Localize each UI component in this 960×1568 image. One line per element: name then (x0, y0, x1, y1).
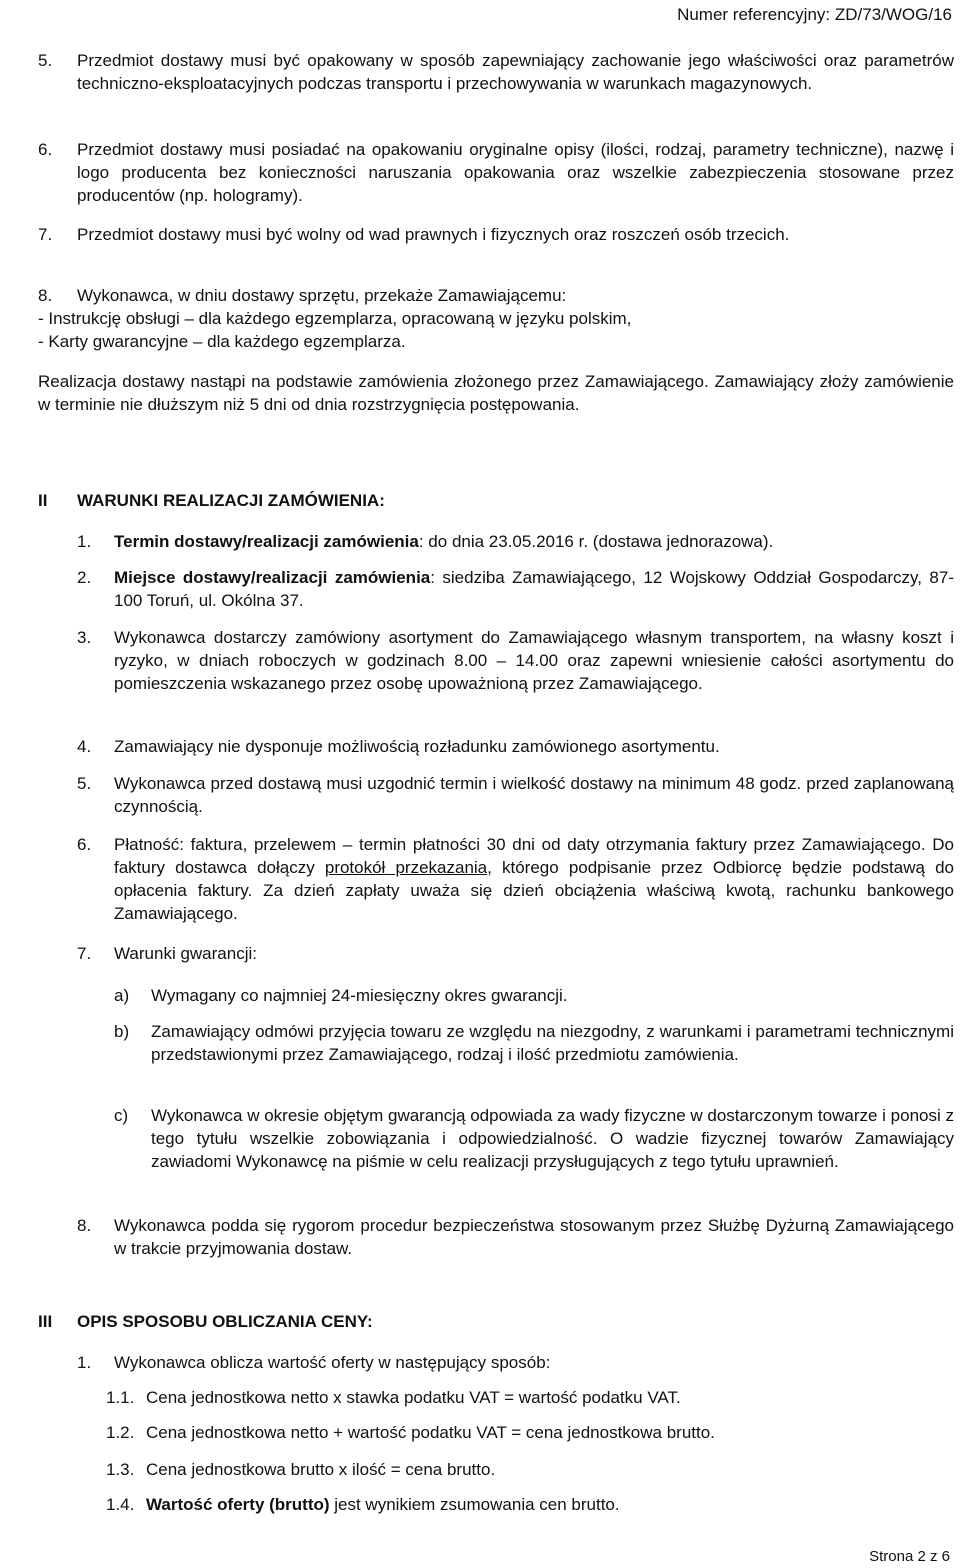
sec2-item-2 (77, 566, 954, 612)
item-number: 5. (77, 774, 92, 793)
item-text: : do dnia 23.05.2016 r. (dostawa jednorazowa). (418, 532, 774, 551)
item-line-instrukcja: - Instrukcję obsługi – dla każdego egzemplarza, opracowaną w języku polskim, (38, 309, 632, 328)
section-number: II (38, 491, 48, 510)
item-text: : siedziba Zamawiającego, 12 Wojskowy Oddział Gospodarczy, 87-100 Toruń, ul. Okólna 37. (114, 568, 954, 610)
item-number: 7. (77, 944, 92, 963)
item-text: Wykonawca w okresie objętym gwarancją odpowiada za wady fizyczne w dostarczonym towarze i ponosi z tego tytułu wszelkie zobowiązania i odpowiedzialność. O wadzie fizycznej towarów Zamawiający zawiadomi Wykonawcę na piśmie w celu realizacji przysługujących z tego tytułu uprawnień. (151, 1106, 954, 1171)
item-text: Cena jednostkowa netto x stawka podatku VAT = wartość podatku VAT. (146, 1388, 681, 1407)
realizacja-paragraph: Realizacja dostawy nastąpi na podstawie zamówienia złożonego przez Zamawiającego. Zamawiający złoży zamówienie w terminie nie dłuższym niż 5 dni od dnia rozstrzygnięcia postępowania. (38, 372, 954, 414)
item-text: Cena jednostkowa netto + wartość podatku VAT = cena jednostkowa brutto. (146, 1423, 715, 1442)
section-title: OPIS SPOSOBU OBLICZANIA CENY: (77, 1312, 373, 1331)
sec2-item-6 (77, 833, 954, 925)
item-number: 2. (77, 568, 92, 587)
warranty-item-c (114, 1104, 954, 1173)
item-number: 1. (77, 532, 92, 551)
intro-item-6 (38, 138, 954, 207)
sec3-subitem-1-3 (106, 1458, 954, 1481)
sec3-item-1 (77, 1351, 954, 1374)
item-text: Zamawiający nie dysponuje możliwością rozładunku zamówionego asortymentu. (114, 737, 720, 756)
item-number: 3. (77, 628, 92, 647)
section-title: WARUNKI REALIZACJI ZAMÓWIENIA: (77, 491, 385, 510)
item-number: 1.2. (106, 1423, 135, 1442)
item-number: 8. (38, 286, 53, 305)
sec3-subitem-1-4 (106, 1493, 954, 1516)
intro-item-5 (38, 49, 954, 95)
item-text: Przedmiot dostawy musi posiadać na opakowaniu oryginalne opisy (ilości, rodzaj, parametry techniczne), nazwę i logo producenta bez konieczności naruszania opakowania oraz wszelkie zabezpieczenia stosowane przez producentów (np. hologramy). (77, 140, 954, 205)
item-number: 4. (77, 737, 92, 756)
item-number: 1.3. (106, 1460, 135, 1479)
item-text: Wymagany co najmniej 24-miesięczny okres gwarancji. (151, 986, 568, 1005)
item-text: Wykonawca, w dniu dostawy sprzętu, przekaże Zamawiającemu: (77, 286, 567, 305)
sec2-item-7 (77, 942, 954, 965)
item-number: 6. (77, 835, 92, 854)
item-number: 1. (77, 1353, 92, 1372)
sec2-item-1 (77, 530, 954, 553)
sec2-item-4 (77, 735, 954, 758)
sec2-item-3 (77, 626, 954, 695)
item-text: Wykonawca podda się rygorom procedur bezpieczeństwa stosowanym przez Służbę Dyżurną Zamawiającego w trakcie przyjmowania dostaw. (114, 1216, 954, 1258)
intro-item-7 (38, 223, 954, 246)
item-text: Zamawiający odmówi przyjęcia towaru ze względu na niezgodny, z warunkami i parametrami technicznymi przedstawionymi przez Zamawiającego, rodzaj i ilość przedmiotu zamówienia. (151, 1022, 954, 1064)
item-number: 7. (38, 225, 53, 244)
item-line-karty: - Karty gwarancyjne – dla każdego egzemplarza. (38, 332, 406, 351)
section-number: III (38, 1312, 53, 1331)
item-number: 1.4. (106, 1495, 135, 1514)
protokol-link: protokół przekazania (324, 858, 488, 877)
item-text: Przedmiot dostawy musi być wolny od wad prawnych i fizycznych oraz roszczeń osób trzecich. (77, 225, 790, 244)
item-number: 5. (38, 51, 53, 70)
item-number: b) (114, 1022, 130, 1041)
item-text: Warunki gwarancji: (114, 944, 257, 963)
item-text: Wykonawca dostarczy zamówiony asortyment do Zamawiającego własnym transportem, na własny koszt i ryzyko, w dniach roboczych w godzinach 8.00 – 14.00 oraz zapewni wniesienie całości asortymentu do pomieszczenia wskazanego przez osobę upoważnioną przez Zamawiającego. (114, 628, 954, 693)
item-text: Cena jednostkowa brutto x ilość = cena brutto. (146, 1460, 496, 1479)
item-number: 6. (38, 140, 53, 159)
item-text-rest: , którego podpisanie przez Odbiorcę będzie podstawą do opłacenia faktury. Za dzień zapłaty uważa się dzień obciążenia właściwą kwotą, rachunku bankowego Zamawiającego. (114, 858, 954, 923)
item-bold: Miejsce dostawy/realizacji zamówienia (114, 568, 431, 587)
sec2-item-5 (77, 772, 954, 818)
item-text: Wykonawca oblicza wartość oferty w następujący sposób: (114, 1353, 551, 1372)
item-text: Przedmiot dostawy musi być opakowany w sposób zapewniający zachowanie jego właściwości oraz parametrów techniczno-eksploatacyjnych podczas transportu i przechowywania w warunkach magazynowych. (77, 51, 954, 93)
item-text: Wykonawca przed dostawą musi uzgodnić termin i wielkość dostawy na minimum 48 godz. przed zaplanowaną czynnością. (114, 774, 954, 816)
sec3-subitem-1-2 (106, 1421, 954, 1444)
item-bold: Termin dostawy/realizacji zamówienia (114, 532, 419, 551)
item-bold: Wartość oferty (brutto) (146, 1495, 330, 1514)
warranty-item-a (114, 984, 954, 1007)
section-iii-heading (38, 1310, 373, 1333)
item-number: 8. (77, 1216, 92, 1235)
item-number: 1.1. (106, 1388, 135, 1407)
item-number: a) (114, 986, 130, 1005)
warranty-item-b (114, 1020, 954, 1066)
reference-number: Numer referencyjny: ZD/73/WOG/16 (677, 5, 952, 24)
item-text: Płatność: faktura, przelewem – termin płatności 30 dni od daty otrzymania faktury przez Zamawiającego. Do faktury dostawca dołączy (114, 835, 954, 877)
item-text: jest wynikiem zsumowania cen brutto. (329, 1495, 620, 1514)
item-number: c) (114, 1106, 129, 1125)
intro-item-8 (38, 284, 954, 353)
sec3-subitem-1-1 (106, 1386, 954, 1409)
page-number: Strona 2 z 6 (869, 1548, 950, 1565)
section-ii-heading (38, 489, 385, 512)
sec2-item-8 (77, 1214, 954, 1260)
